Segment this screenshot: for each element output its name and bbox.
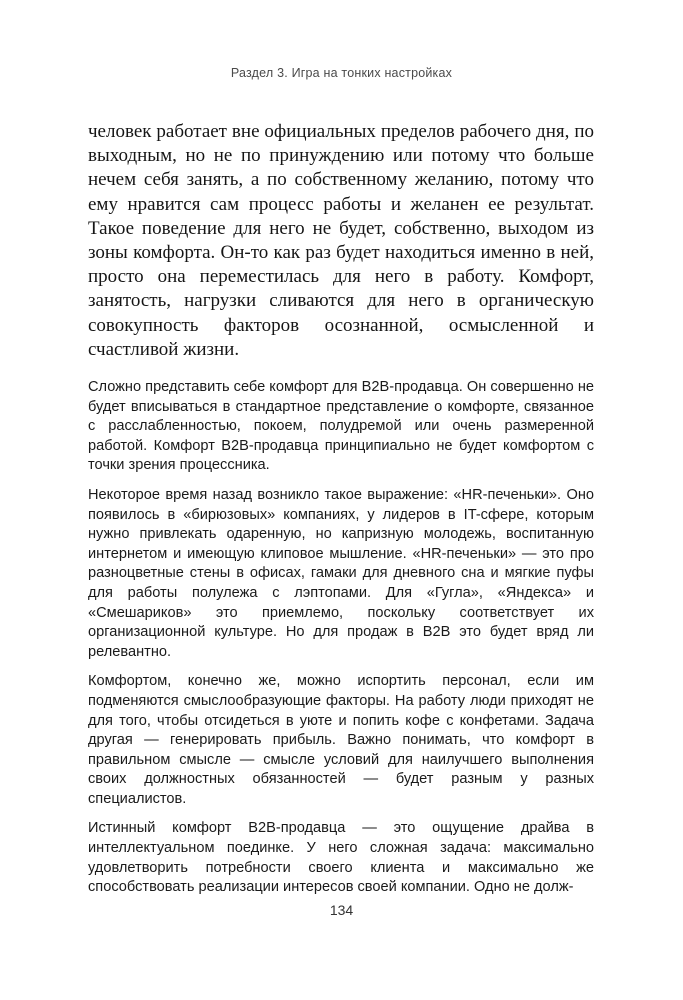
paragraph-4: Истинный комфорт B2B-продавца — это ощущение драйва в интеллектуальном поединке. У него сложная задача: максимально удовлетворить потребности своего клиента и максимально же способствовать реализации интересов своей компании. Одно не долж- bbox=[88, 820, 594, 896]
paragraph-3: Комфортом, конечно же, можно испортить персонал, если им подменяются смыслообразующие факторы. На работу люди приходят не для того, чтобы отсидеться в уюте и попить кофе с конфетами. Задача другая — генерировать прибыль. Важно понимать, что комфорт в правильном смысле — смысле условий для наилучшего выполнения своих должностных обязанностей — будет разным у разных специалистов. bbox=[88, 673, 594, 807]
paragraph-2: Некоторое время назад возникло такое выражение: «HR-печеньки». Оно появилось в «бирюзовых» компаниях, у лидеров в IT-сфере, которым нужно привлекать одаренную, но капризную молодежь, воспитанную интернетом и имеющую клиповое мышление. «HR-печеньки» — это про разноцветные стены в офисах, гамаки для дневного сна и мягкие пуфы для работы полулежа с лэптопами. Для «Гугла», «Яндекса» и «Смешариков» это приемлемо, поскольку соответствует их организационной культуре. Но для продаж в B2B это будет вряд ли релевантно. bbox=[88, 486, 594, 660]
highlighted-quote: человек работает вне официальных пределов рабочего дня, по выходным, но не по принуждению или потому что больше нечем себя занять, а по собственному желанию, потому что ему нравится сам процесс работы и желанен ее результат. Такое поведение для него не будет, собственно, выходом из зоны комфорта. Он-то как раз будет находиться именно в ней, просто она переместилась для него в работу. Комфорт, занятость, нагрузки сливаются для него в органическую совокупность факторов осознанной, осмысленной и счастливой жизни. bbox=[88, 121, 594, 360]
paragraph-1: Сложно представить себе комфорт для B2B-продавца. Он совершенно не будет вписываться в стандартное представление о комфорте, связанное с расслабленностью, покоем, полудремой или очень размеренной работой. Комфорт B2B-продавца принципиально не будет комфортом с точки зрения процессника. bbox=[88, 379, 595, 474]
page-number: 134 bbox=[329, 902, 354, 918]
body-text bbox=[88, 378, 594, 908]
running-header: Раздел 3. Игра на тонких настройках bbox=[230, 66, 453, 80]
